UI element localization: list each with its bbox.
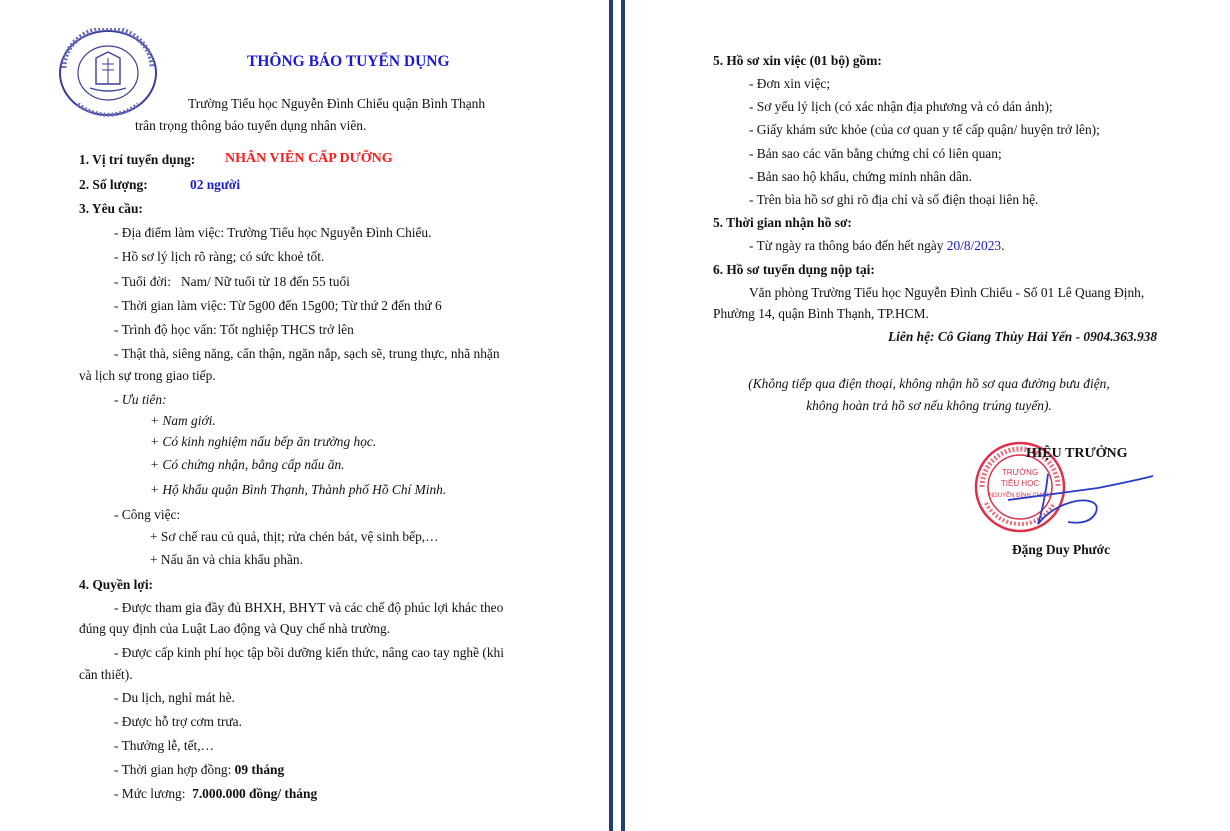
page-title: THÔNG BÁO TUYỂN DỤNG bbox=[247, 53, 450, 70]
time-prefix: - Từ ngày ra thông báo đến hết ngày bbox=[749, 238, 947, 253]
dossier-label: 5. Hồ sơ xin việc (01 bộ) gồm: bbox=[713, 53, 882, 68]
contract-label: - Thời gian hợp đồng: bbox=[114, 762, 235, 777]
dossier-item: - Giấy khám sức khỏe (của cơ quan y tế cấp quận/ huyện trở lên); bbox=[749, 122, 1100, 137]
requirements-label: 3. Yêu cầu: bbox=[79, 201, 143, 216]
benefits-label: 4. Quyền lợi: bbox=[79, 577, 154, 592]
requirement-item: - Địa điểm làm việc: Trường Tiểu học Nguyễn Đình Chiểu. bbox=[114, 225, 432, 240]
dossier-item: - Bản sao các văn bằng chứng chỉ có liên quan; bbox=[749, 146, 1002, 161]
contract-line bbox=[114, 762, 284, 778]
note-line-2: không hoàn trả hồ sơ nếu không trúng tuyển). bbox=[806, 398, 1052, 413]
position-label: 1. Vị trí tuyển dụng: bbox=[79, 152, 196, 167]
priority-item: + Có kinh nghiệm nấu bếp ăn trường học. bbox=[150, 434, 377, 449]
intro-line-1: Trường Tiểu học Nguyễn Đình Chiểu quận Bình Thạnh bbox=[188, 96, 486, 111]
requirement-item: - Tuổi đời: Nam/ Nữ tuổi từ 18 đến 55 tuổi bbox=[114, 274, 350, 289]
priority-item: + Nam giới. bbox=[150, 413, 216, 428]
salary-label: - Mức lương: bbox=[114, 786, 193, 801]
priority-label: - Ưu tiên: bbox=[114, 392, 167, 407]
time-suffix: . bbox=[1001, 238, 1005, 253]
page-divider bbox=[609, 0, 613, 831]
left-page bbox=[0, 0, 608, 831]
benefit-item: - Du lịch, nghỉ mát hè. bbox=[114, 690, 235, 705]
benefit-item: - Được tham gia đầy đủ BHXH, BHYT và các chế độ phúc lợi khác theo bbox=[114, 600, 504, 615]
svg-text:TRƯỜNG: TRƯỜNG bbox=[1001, 468, 1039, 477]
time-label: 5. Thời gian nhận hồ sơ: bbox=[713, 215, 852, 230]
submit-label: 6. Hồ sơ tuyển dụng nộp tại: bbox=[713, 262, 875, 277]
quantity-value: 02 người bbox=[190, 177, 241, 192]
dossier-item: - Đơn xin việc; bbox=[749, 76, 831, 91]
benefit-item: cần thiết). bbox=[79, 667, 133, 682]
benefit-item: - Được hỗ trợ cơm trưa. bbox=[114, 714, 242, 729]
benefit-item: đúng quy định của Luật Lao động và Quy chế nhà trường. bbox=[79, 621, 391, 636]
requirement-item: - Hồ sơ lý lịch rõ ràng; có sức khoẻ tốt. bbox=[114, 249, 325, 264]
page-divider bbox=[621, 0, 625, 831]
signer-name: Đặng Duy Phước bbox=[1012, 542, 1111, 557]
submit-line-1: Văn phòng Trường Tiểu học Nguyễn Đình Chiểu - Số 01 Lê Quang Định, bbox=[749, 285, 1145, 300]
svg-text:TIỂU HỌC: TIỂU HỌC bbox=[1000, 479, 1040, 488]
requirement-item: - Thời gian làm việc: Từ 5g00 đến 15g00; Từ thứ 2 đến thứ 6 bbox=[114, 298, 442, 313]
work-label: - Công việc: bbox=[114, 507, 181, 522]
dossier-item: - Trên bìa hồ sơ ghi rõ địa chỉ và số điện thoại liên hệ. bbox=[749, 192, 1039, 207]
signature bbox=[988, 462, 1158, 532]
position-value: NHÂN VIÊN CẤP DƯỠNG bbox=[225, 151, 393, 166]
dossier-item: - Sơ yếu lý lịch (có xác nhận địa phương và có dán ảnh); bbox=[749, 99, 1053, 114]
work-item: + Nấu ăn và chia khẩu phần. bbox=[150, 552, 303, 567]
priority-item: + Hộ khẩu quận Bình Thạnh, Thành phố Hồ Chí Minh. bbox=[150, 482, 447, 497]
right-page bbox=[628, 0, 1230, 831]
quantity-label: 2. Số lượng: bbox=[79, 177, 148, 192]
salary-line bbox=[114, 786, 317, 802]
contact-line: Liên hệ: Cô Giang Thùy Hải Yến - 0904.363.938 bbox=[888, 329, 1158, 344]
time-line bbox=[749, 238, 1004, 254]
time-date: 20/8/2023 bbox=[946, 238, 1002, 253]
contract-value: 09 tháng bbox=[234, 762, 285, 777]
dossier-item: - Bản sao hộ khẩu, chứng minh nhân dân. bbox=[749, 169, 972, 184]
requirement-item: và lịch sự trong giao tiếp. bbox=[79, 368, 216, 383]
school-logo bbox=[56, 28, 160, 118]
priority-item: + Có chứng nhận, bằng cấp nấu ăn. bbox=[150, 457, 345, 472]
intro-line-2: trân trọng thông báo tuyển dụng nhân viên. bbox=[135, 118, 367, 133]
note-line-1: (Không tiếp qua điện thoại, không nhận hồ sơ qua đường bưu điện, bbox=[748, 376, 1110, 391]
requirement-item: - Trình độ học vấn: Tốt nghiệp THCS trở lên bbox=[114, 322, 354, 337]
requirement-item: - Thật thà, siêng năng, cẩn thận, ngăn nắp, sạch sẽ, trung thực, nhã nhặn bbox=[114, 346, 500, 361]
signer-title: HIỆU TRƯỞNG bbox=[1026, 446, 1128, 461]
salary-value: 7.000.000 đồng/ tháng bbox=[192, 786, 318, 801]
benefit-item: - Thưởng lễ, tết,… bbox=[114, 738, 214, 753]
benefit-item: - Được cấp kinh phí học tập bồi dưỡng kiến thức, nâng cao tay nghề (khi bbox=[114, 645, 504, 660]
work-item: + Sơ chế rau củ quả, thịt; rửa chén bát, vệ sinh bếp,… bbox=[150, 529, 439, 544]
submit-line-2: Phường 14, quận Bình Thạnh, TP.HCM. bbox=[713, 306, 929, 321]
svg-text:NGUYỄN ĐÌNH CHIỂU: NGUYỄN ĐÌNH CHIỂU bbox=[988, 493, 1052, 499]
